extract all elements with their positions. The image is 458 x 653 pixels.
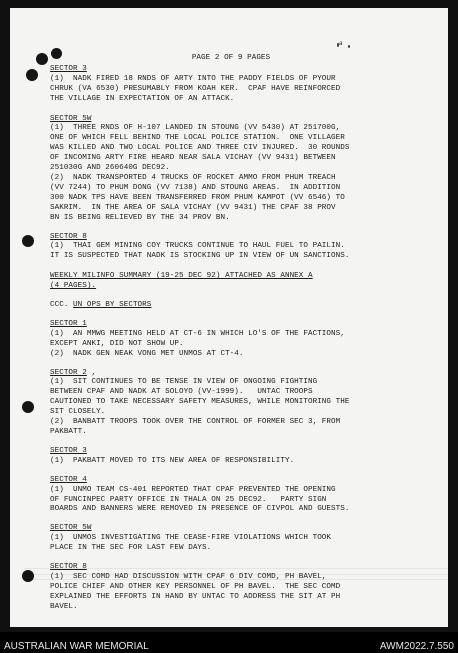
text-line: 300 NADK TPS HAVE BEEN TRANSFERRED FROM PHUM KAMPOT (VV 6546) TO	[50, 193, 345, 202]
text-line: (1) AN MMWG MEETING HELD AT CT-6 IN WHICH LO'S OF THE FACTIONS,	[50, 329, 345, 338]
punch-hole	[22, 401, 34, 413]
footer-catalog-id: AWM2022.7.550	[379, 641, 454, 652]
text-line: PLACE IN THE SEC FOR LAST FEW DAYS.	[50, 544, 212, 553]
text-line: (1) THAI GEM MINING COY TRUCKS CONTINUE TO HAUL FUEL TO PAILIN.	[50, 242, 345, 251]
text-line: (1) THREE RNDS OF H-107 LANDED IN STOUNG (VV 5430) AT 251700G,	[50, 124, 341, 133]
text-line: PAKBATT.	[50, 428, 87, 436]
section-header: SECTOR 3	[50, 64, 87, 73]
text-line: (1) SEC COMD HAD DISCUSSION WITH CPAF 6 DIV COMD, PH BAVEL,	[50, 572, 327, 581]
text-line: WAS KILLED AND TWO LOCAL POLICE AND THREE CIV INJURED. 30 ROUNDS	[50, 144, 350, 153]
punch-hole	[22, 570, 34, 582]
section-header-row	[50, 369, 402, 379]
text-line: 251030G AND 260640G DEC92.	[50, 164, 170, 173]
section-header: SECTOR 2	[50, 368, 87, 377]
text-line: CAUTIONED TO TAKE NECESSARY SAFETY MEASURES, WHILE MONITORING THE	[50, 398, 350, 407]
ops-section	[50, 447, 402, 467]
text-line: (1) PAKBATT MOVED TO ITS NEW AREA OF RESPONSIBILITY.	[50, 456, 295, 465]
text-line: WEEKLY MILINFO SUMMARY (19-25 DEC 92) ATTACHED AS ANNEX A	[50, 272, 313, 281]
text-line: BETWEEN CPAF AND NADK AT SOLOYO (VV-1999). UNTAC TROOPS	[50, 388, 313, 397]
text-line: (2) NADK GEN NEAK VONG MET UNMOS AT CT-4.	[50, 349, 244, 358]
text-line: BN IS BEING RELIEVED BY THE 34 PROV BN.	[50, 213, 230, 222]
footer-institution: AUSTRALIAN WAR MEMORIAL	[4, 641, 149, 652]
intel-section	[50, 115, 402, 224]
section-header: SECTOR 4	[50, 475, 87, 484]
text-line: POLICE CHIEF AND OTHER KEY PERSONNEL OF PH BAVEL. THE SEC COMD	[50, 582, 341, 591]
text-line: (1) NADK FIRED 18 RNDS OF ARTY INTO THE PADDY FIELDS OF PYOUR	[50, 74, 336, 83]
section-header: SECTOR 3	[50, 446, 87, 455]
text-line: OF FUNCINPEC PARTY OFFICE IN THALA ON 25 DEC92. PARTY SIGN	[50, 495, 327, 504]
header-mark: ,	[86, 368, 97, 377]
archive-footer	[0, 632, 458, 653]
punch-hole	[26, 69, 38, 81]
punch-hole	[22, 235, 34, 247]
ops-section	[50, 476, 402, 516]
section-header: SECTOR 1	[50, 319, 87, 328]
text-line: (1) UNMOS INVESTIGATING THE CEASE-FIRE VIOLATIONS WHICH TOOK	[50, 534, 332, 543]
text-line: SIT CLOSELY.	[50, 408, 106, 417]
text-line: SAKRIM. IN THE AREA OF SALA VICHAY (VV 9431) THE CPAF 38 PROV	[50, 203, 336, 212]
intel-section	[50, 233, 402, 263]
ops-title: UN OPS BY SECTORS	[73, 301, 152, 310]
ops-heading	[50, 301, 402, 311]
weekly-summary-note	[50, 272, 402, 292]
text-line: BAVEL.	[50, 602, 78, 611]
text-line: (1) UNMO TEAM CS-401 REPORTED THAT CPAF PREVENTED THE OPENING	[50, 485, 336, 494]
text-line: IT IS SUSPECTED THAT NADK IS STOCKING UP IN VIEW OF UN SANCTIONS.	[50, 252, 350, 261]
section-header: SECTOR 8	[50, 563, 87, 572]
intel-section	[50, 65, 402, 105]
section-header: SECTOR 5W	[50, 114, 92, 123]
ops-prefix: CCC.	[50, 301, 69, 310]
section-header: SECTOR 8	[50, 232, 87, 241]
text-line: CHRUK (VA 6530) PRESUMABLY FROM KOAH KER. CPAF HAVE REINFORCED	[50, 84, 341, 93]
document-body	[50, 40, 402, 613]
text-line: ONE OF WHICH FELL BEHIND THE LOCAL POLICE STATION. ONE VILLAGER	[50, 134, 345, 143]
section-header: SECTOR 5W	[50, 524, 92, 533]
text-line: (VV 7244) TO PHUM DONG (VV 7138) AND STOUNG AREAS. IN ADDITION	[50, 183, 341, 192]
ops-section	[50, 320, 402, 360]
text-line: OF INCOMING ARTY FIRE HEARD NEAR SALA VICHAY (VV 9431) BETWEEN	[50, 154, 336, 163]
ops-section	[50, 369, 402, 438]
handwritten-mark: a	[339, 40, 343, 47]
text-line: THE VILLAGE IN EXPECTATION OF AN ATTACK.	[50, 94, 235, 103]
text-line: BOARDS AND BANNERS WERE REMOVED IN PRESENCE OF CIVPOL AND GUESTS.	[50, 505, 350, 514]
text-line: EXPLAINED THE EFFORTS IN HAND BY UNTAC TO ADDRESS THE SIT AT PH	[50, 592, 341, 601]
page-number: PAGE 2 OF 9 PAGES	[191, 54, 271, 62]
ops-section	[50, 524, 402, 554]
ops-section	[50, 563, 402, 613]
punch-hole	[36, 53, 48, 65]
text-line: EXCEPT ANKI, DID NOT SHOW UP.	[50, 339, 184, 348]
scan-speck	[348, 45, 350, 48]
text-line: (2) NADK TRANSPORTED 4 TRUCKS OF ROCKET AMMO FROM PHUM TREACH	[50, 173, 336, 182]
text-line: (2) BANBATT TROOPS TOOK OVER THE CONTROL OF FORMER SEC 3, FROM	[50, 418, 341, 427]
text-line: (4 PAGES).	[50, 282, 97, 291]
text-line: (1) SIT CONTINUES TO BE TENSE IN VIEW OF ONGOING FIGHTING	[50, 378, 318, 387]
